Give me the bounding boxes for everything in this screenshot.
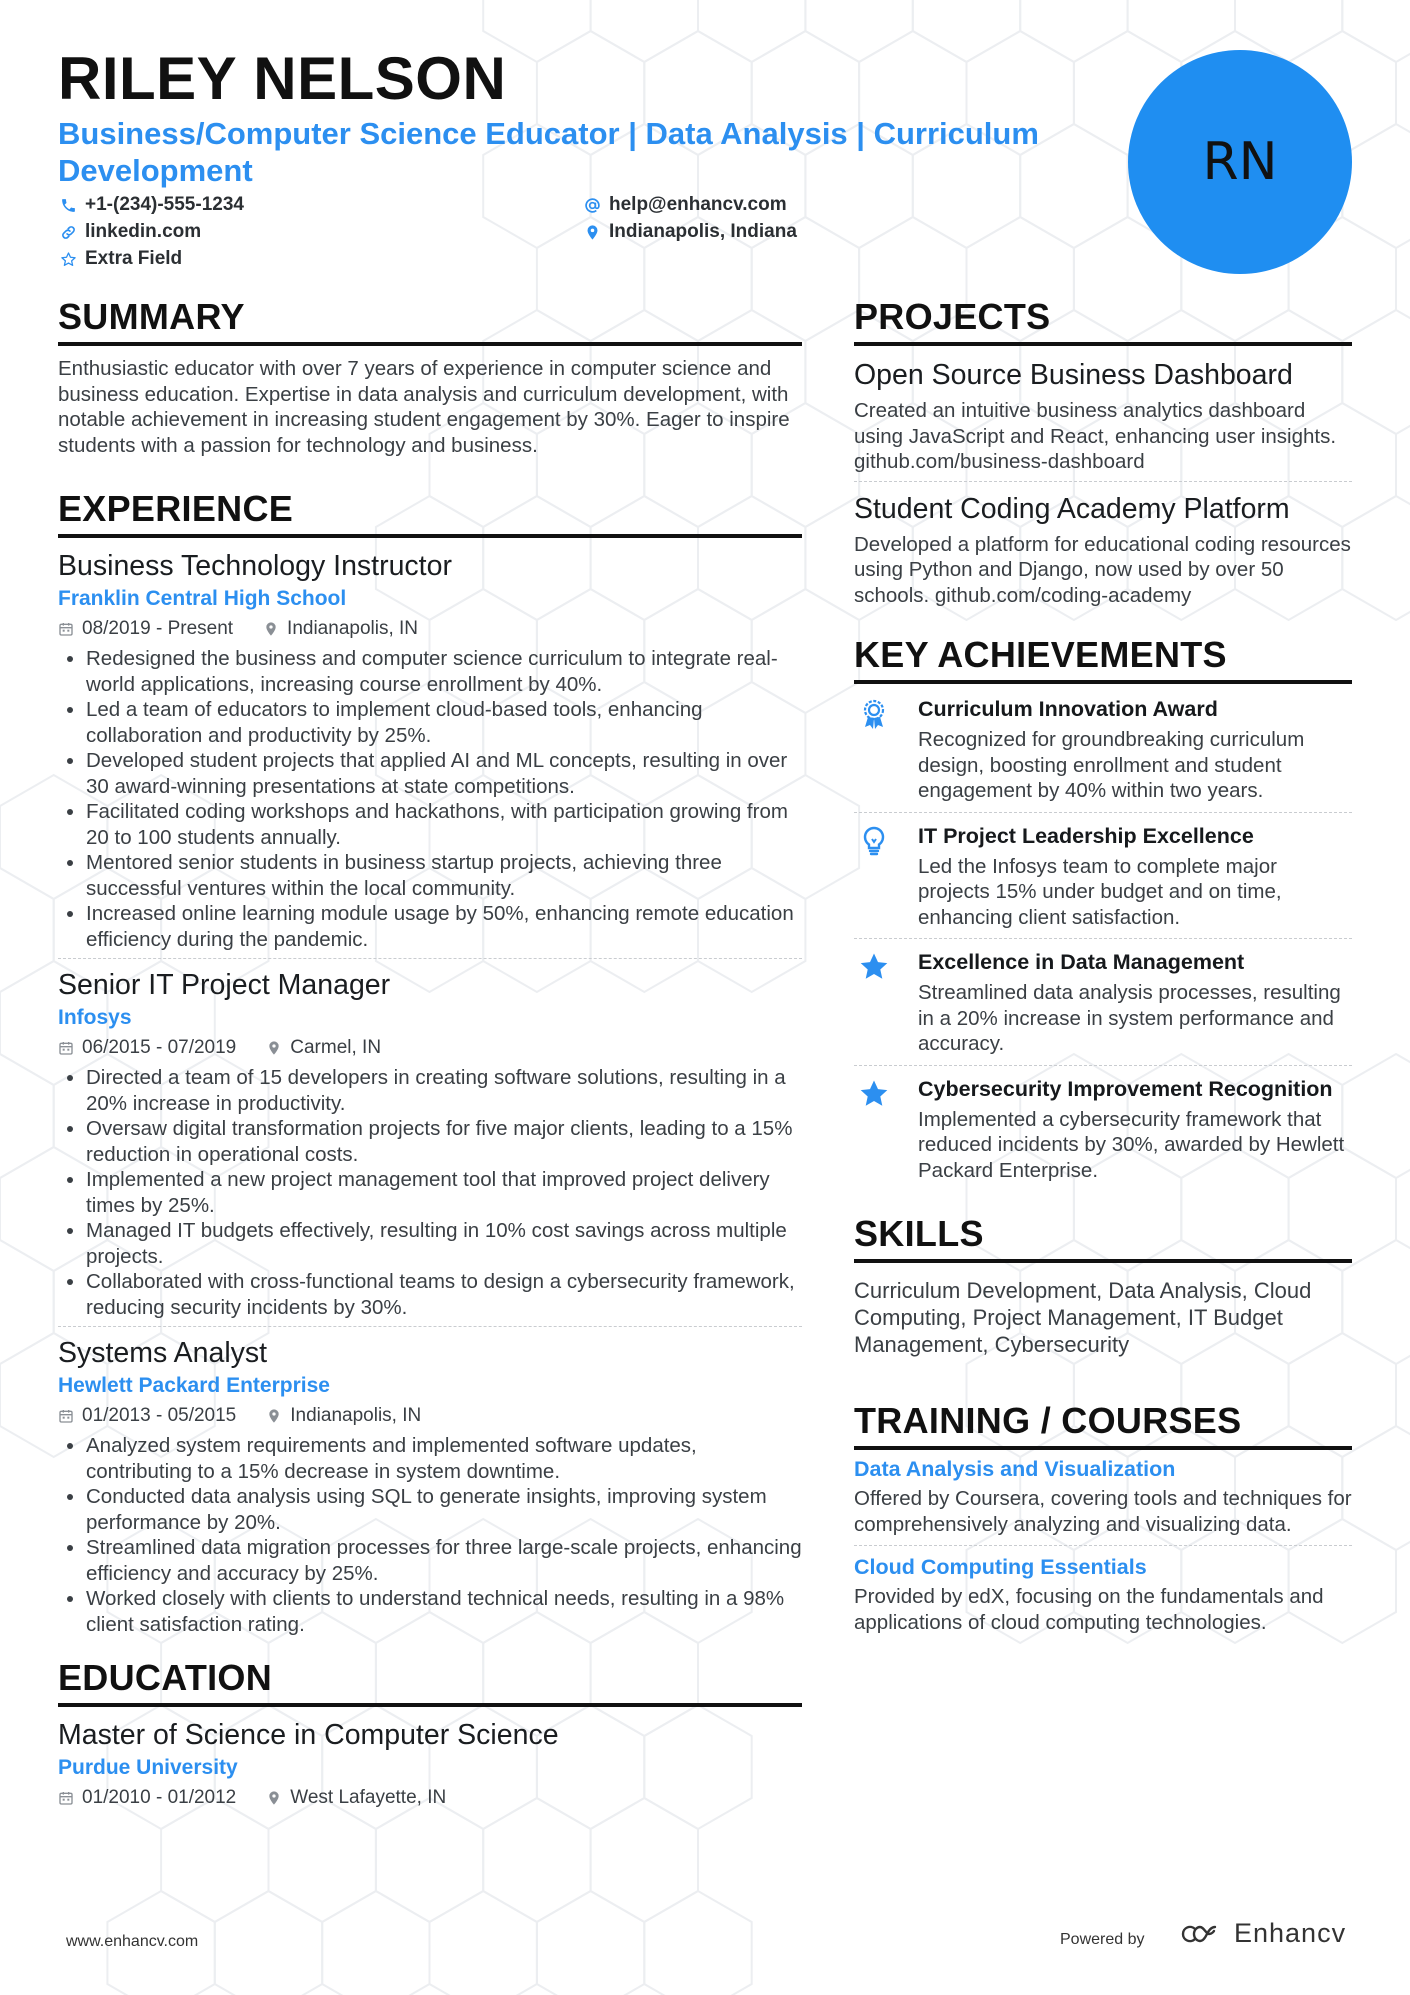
job-dates [58,1037,236,1059]
job-entry [58,1335,802,1643]
award-ribbon-icon [858,698,890,730]
course-title: Cloud Computing Essentials [854,1555,1147,1579]
job-meta [58,1401,802,1431]
company-name: Franklin Central High School [58,587,347,610]
degree-title: Master of Science in Computer Science [58,1719,559,1751]
projects-section [854,296,1352,608]
email-text: help@enhancv.com [609,194,787,215]
job-bullets [58,1065,802,1320]
achievement-description: Streamlined data analysis processes, resulting in a 20% increase in system performance and accuracy. [918,981,1341,1055]
achievement-entry [854,939,1352,1066]
job-bullets [58,646,802,952]
school-name: Purdue University [58,1756,238,1779]
job-dates [58,1405,236,1427]
contact-email[interactable] [584,194,787,216]
map-pin-icon [266,1040,282,1056]
bullet-item: • Increased online learning module usage by 50%, enhancing remote education efficiency during the pandemic. [86,901,802,952]
job-location-text: Carmel, IN [290,1037,382,1058]
achievements-heading: KEY ACHIEVEMENTS [854,634,1352,684]
project-entry [854,490,1352,609]
job-dates-text: 08/2019 - Present [82,618,234,639]
skills-heading: SKILLS [854,1213,1352,1263]
extra-field-text: Extra Field [85,248,183,269]
project-description: Developed a platform for educational coding resources using Python and Django, now used by over 50 schools. github.com/coding-academy [854,532,1351,607]
enhancv-logo-text: Enhancv [1234,1918,1347,1948]
course-entry [854,1552,1352,1635]
job-dates-text: 06/2015 - 07/2019 [82,1037,237,1058]
right-column [854,296,1352,1641]
job-title: Business Technology Instructor [58,550,452,582]
experience-section [58,488,802,1643]
project-title: Student Coding Academy Platform [854,492,1290,525]
project-description: Created an intuitive business analytics dashboard using JavaScript and React, enhancing user insights. github.com/business-dashboard [854,399,1337,473]
contact-phone[interactable] [60,194,244,216]
bullet-item: • Developed student projects that applied AI and ML concepts, resulting in over 30 award-winning presentations at state competitions. [86,748,802,799]
map-pin-icon [266,1790,282,1806]
achievements-section [854,634,1352,1191]
contact-extra [60,248,182,270]
job-location-text: Indianapolis, IN [287,618,419,639]
left-column [58,296,802,1813]
bullet-item: • Facilitated coding workshops and hackathons, with participation growing from 20 to 100 students annually. [86,799,802,850]
achievement-entry [854,686,1352,813]
map-pin-icon [584,224,601,241]
training-section [854,1400,1352,1635]
bullet-item: • Redesigned the business and computer science curriculum to integrate real-world applications, increasing course enrollment by 40%. [86,646,802,697]
company-name: Hewlett Packard Enterprise [58,1374,330,1397]
bullet-item: • Worked closely with clients to understand technical needs, resulting in a 98% client satisfaction rating. [86,1586,802,1637]
avatar-initials: RN [1202,132,1278,192]
phone-icon [60,197,77,214]
enhancv-logo-icon [1180,1921,1226,1947]
education-dates [58,1787,236,1809]
course-title: Data Analysis and Visualization [854,1457,1176,1481]
bullet-item: • Implemented a new project management tool that improved project delivery times by 25%. [86,1167,802,1218]
summary-text: Enthusiastic educator with over 7 years of experience in computer science and business education. Expertise in data analysis and curriculum development, with notable achievement in increasing student engagement by 30%. Eager to inspire students with a passion for technology and business. [58,357,790,457]
bullet-item: • Streamlined data migration processes for three large-scale projects, enhancing efficiency and accuracy by 25%. [86,1535,802,1586]
education-meta [58,1783,802,1813]
headline: Business/Computer Science Educator | Data Analysis | Curriculum Development [58,116,1039,188]
education-section [58,1657,802,1813]
job-title: Systems Analyst [58,1337,268,1369]
training-heading: TRAINING / COURSES [854,1400,1352,1450]
map-pin-icon [263,621,279,637]
skills-section [854,1213,1352,1358]
at-sign-icon [584,197,601,214]
divider [854,1545,1352,1546]
bullet-item: • Managed IT budgets effectively, resulting in 10% cost savings across multiple projects. [86,1218,802,1269]
bullet-item: • Conducted data analysis using SQL to generate insights, improving system performance by 20%. [86,1484,802,1535]
job-meta [58,614,802,644]
course-description: Offered by Coursera, covering tools and techniques for comprehensively analyzing and visualizing data. [854,1487,1352,1536]
job-dates-text: 01/2013 - 05/2015 [82,1405,237,1426]
contact-location [584,221,797,243]
job-location-text: Indianapolis, IN [290,1405,422,1426]
bullet-item: • Collaborated with cross-functional teams to design a cybersecurity framework, reducing security incidents by 30%. [86,1269,802,1320]
job-bullets [58,1433,802,1637]
job-entry [58,967,802,1327]
achievement-entry [854,813,1352,940]
calendar-icon [58,1408,74,1424]
calendar-icon [58,1790,74,1806]
achievement-description: Led the Infosys team to complete major projects 15% under budget and on time, enhancing client satisfaction. [918,854,1282,929]
footer-powered-by: Powered by [1060,1931,1145,1948]
star-outline-icon [60,251,77,268]
job-meta [58,1033,802,1063]
experience-heading: EXPERIENCE [58,488,802,538]
location-text: Indianapolis, Indiana [609,221,797,242]
footer-url[interactable]: www.enhancv.com [66,1933,199,1950]
achievement-title: Cybersecurity Improvement Recognition [918,1076,1333,1101]
enhancv-logo[interactable] [1180,1918,1346,1949]
company-name: Infosys [58,1006,132,1029]
job-entry [58,548,802,959]
linkedin-text: linkedin.com [85,221,202,242]
bullet-item: • Led a team of educators to implement cloud-based tools, enhancing collaboration and productivity by 25%. [86,697,802,748]
job-dates [58,618,233,640]
job-location [266,1037,381,1059]
job-location [266,1405,421,1427]
achievement-title: IT Project Leadership Excellence [918,823,1254,848]
education-dates-text: 01/2010 - 01/2012 [82,1787,237,1808]
achievement-title: Curriculum Innovation Award [918,697,1218,721]
calendar-icon [58,621,74,637]
map-pin-icon [266,1408,282,1424]
bullet-item: • Directed a team of 15 developers in creating software solutions, resulting in a 20% increase in productivity. [86,1065,802,1116]
education-heading: EDUCATION [58,1657,802,1707]
education-location [266,1787,446,1809]
skills-text: Curriculum Development, Data Analysis, Cloud Computing, Project Management, IT Budget Management, Cybersecurity [854,1278,1312,1357]
avatar [1128,50,1352,274]
achievement-description: Recognized for groundbreaking curriculum design, boosting enrollment and student engagement by 40% within two years. [918,728,1305,802]
course-description: Provided by edX, focusing on the fundamentals and applications of cloud computing technologies. [854,1585,1324,1634]
lightbulb-icon [858,825,890,857]
job-location [263,618,418,640]
project-entry [854,356,1352,475]
bullet-item: • Mentored senior students in business startup projects, achieving three successful ventures within the local community. [86,850,802,901]
divider [854,481,1352,482]
achievement-entry [854,1066,1352,1192]
calendar-icon [58,1040,74,1056]
star-icon [858,951,890,983]
achievement-description: Implemented a cybersecurity framework that reduced incidents by 30%, awarded by Hewlett Packard Enterprise. [918,1107,1345,1182]
link-icon [60,224,77,241]
education-location-text: West Lafayette, IN [290,1787,447,1808]
achievement-title: Excellence in Data Management [918,950,1245,974]
job-title: Senior IT Project Manager [58,969,391,1001]
phone-text: +1-(234)-555-1234 [85,194,244,215]
summary-heading: SUMMARY [58,296,802,346]
projects-heading: PROJECTS [854,296,1352,346]
bullet-item: • Analyzed system requirements and implemented software updates, contributing to a 15% decrease in system downtime. [86,1433,802,1484]
course-entry [854,1454,1352,1537]
star-icon [858,1078,890,1110]
project-title: Open Source Business Dashboard [854,359,1293,391]
bullet-item: • Oversaw digital transformation projects for five major clients, leading to a 15% reduction in operational costs. [86,1116,802,1167]
candidate-name: RILEY NELSON [58,45,507,112]
summary-section [58,296,802,458]
contact-linkedin[interactable] [60,221,201,243]
